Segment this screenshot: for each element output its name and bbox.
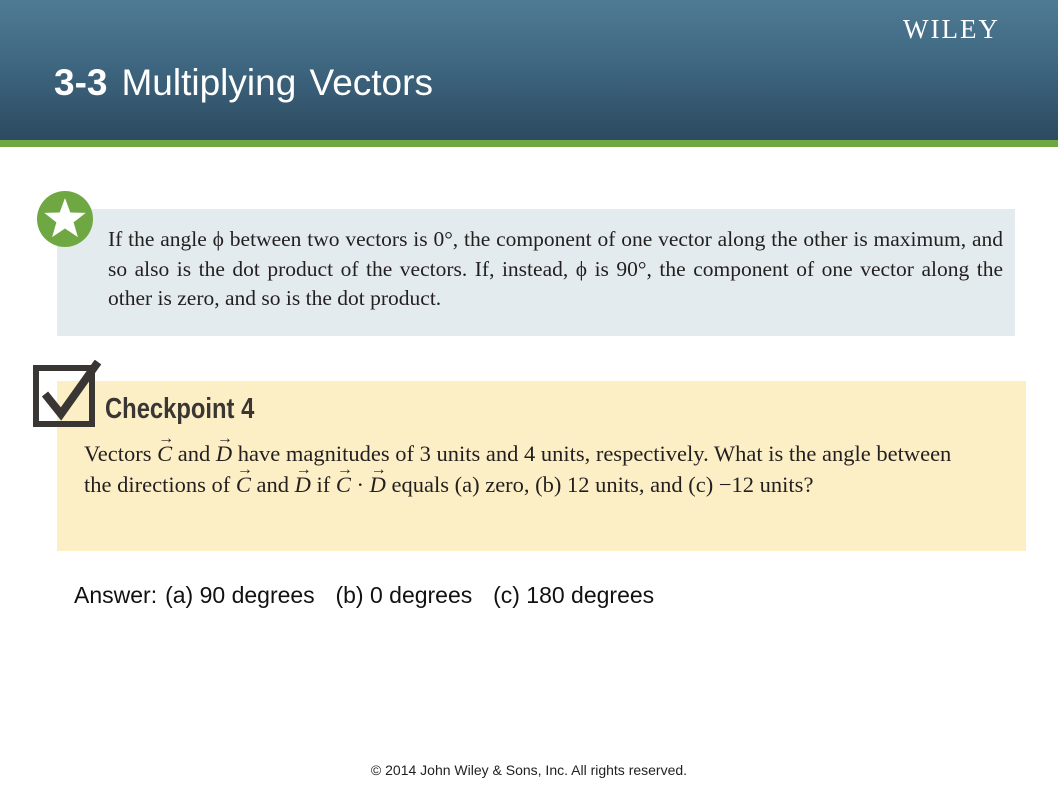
star-icon: [36, 190, 94, 248]
checkpoint-title: Checkpoint 4: [105, 393, 255, 425]
vector-c: → C: [336, 469, 351, 500]
vector-c: → C: [157, 438, 172, 469]
answer-label: Answer:: [74, 582, 158, 608]
copyright-footer: © 2014 John Wiley & Sons, Inc. All rights reserved.: [370, 762, 688, 778]
answer-c: (c) 180 degrees: [493, 582, 655, 608]
answer-a: (a) 90 degrees: [165, 582, 315, 608]
vector-c: → C: [236, 469, 251, 500]
wiley-logo: WILEY: [903, 14, 1000, 44]
header-divider: [0, 140, 1058, 147]
checkpoint-question: Vectors → C and → D have magnitudes of 3 units and 4 units, respectively. What is the angle between the directions of → C and → D if → C · → D equals (a) zero, (b) 12 units, and (c) −12 units?: [84, 438, 984, 500]
slide-title: [54, 62, 433, 104]
answer-line: [74, 582, 662, 609]
vector-d: → D: [295, 469, 311, 500]
vector-d: → D: [216, 438, 232, 469]
key-idea-text: If the angle ϕ between two vectors is 0°, the component of one vector along the other is maximum, and so also is the dot product of the vectors. If, instead, ϕ is 90°, the component of one vector along the other is zero, and so is the dot product.: [108, 227, 1003, 310]
checkpoint-box: [57, 381, 1026, 551]
answer-b: (b) 0 degrees: [335, 582, 473, 608]
key-idea-box: [57, 209, 1015, 336]
section-number: 3-3: [54, 62, 108, 103]
section-title: Multiplying Vectors: [121, 62, 433, 103]
slide-header: [0, 0, 1058, 140]
checkbox-icon: [32, 360, 102, 430]
vector-d: → D: [370, 469, 386, 500]
